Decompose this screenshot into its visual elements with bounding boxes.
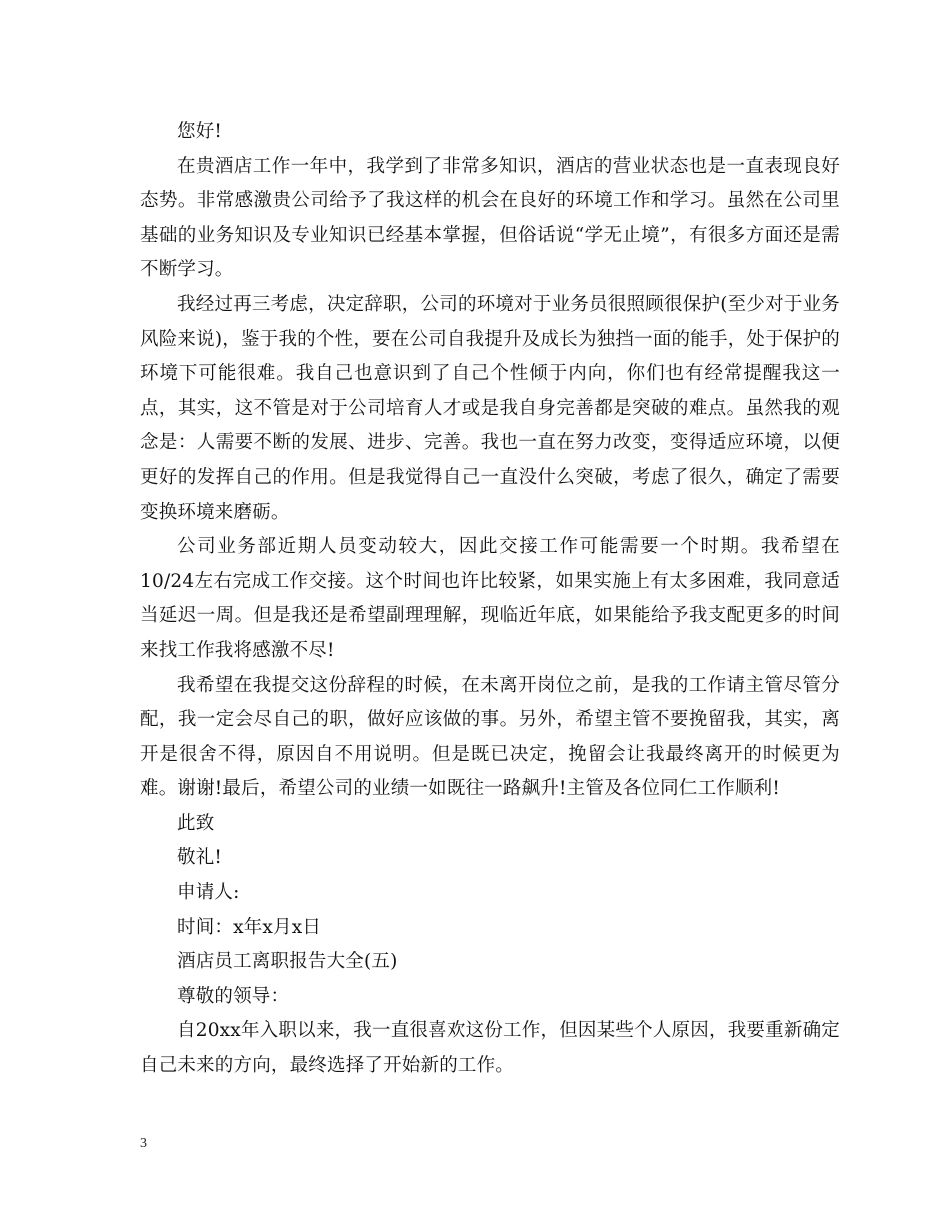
section-heading: 酒店员工离职报告大全(五) (177, 951, 398, 973)
paragraph-reason: 我经过再三考虑，决定辞职，公司的环境对于业务员很照顾很保护(至少对于业务风险来说)，鉴于我的个性，要在公司自我提升及成长为独挡一面的能手，处于保护的环境下可能很难。我自己也意识到了自己个性倾于内向，你们也有经常提醒我这一点，其实，这不管是对于公司培育人才或是我自身完善都是突破的难点。虽然我的观念是：人需要不断的发展、进步、完善。我也一直在努力改变，变得适应环境，以便更好的发挥自己的作用。但是我觉得自己一直没什么突破，考虑了很久，确定了需要变换环境来磨砺。 (140, 293, 840, 523)
paragraph-handover: 公司业务部近期人员变动较大，因此交接工作可能需要一个时期。我希望在10/24左右完成工作交接。这个时间也许比较紧，如果实施上有太多困难，我同意适当延迟一周。但是我还是希望副理理解，现临近年底，如果能给予我支配更多的时间来找工作我将感激不尽! (140, 536, 840, 661)
applicant-line: 申请人: (177, 882, 240, 904)
date-line: 时间：x年x月x日 (177, 916, 322, 938)
page-number: 3 (140, 1136, 147, 1151)
paragraph-closing: 我希望在我提交这份辞程的时候，在未离开岗位之前，是我的工作请主管尽管分配，我一定会尽自己的职，做好应该做的事。另外，希望主管不要挽留我，其实，离开是很舍不得，原因自不用说明。但是既已决定，挽留会让我最终离开的时候更为难。谢谢!最后，希望公司的业绩一如既往一路飙升!主管及各位同仁工作顺利! (140, 674, 840, 800)
paragraph-new-letter: 自20xx年入职以来，我一直很喜欢这份工作，但因某些个人原因，我要重新确定自己未来的方向，最终选择了开始新的工作。 (140, 1020, 840, 1077)
addressee-line: 尊敬的领导： (177, 985, 290, 1007)
greeting: 您好! (177, 121, 223, 142)
letter-body (140, 115, 840, 1084)
salutation-jingli: 敬礼! (177, 847, 223, 869)
paragraph-intro: 在贵酒店工作一年中，我学到了非常多知识，酒店的营业状态也是一直表现良好态势。非常感激贵公司给予了我这样的机会在良好的环境工作和学习。虽然在公司里基础的业务知识及专业知识已经基本掌握，但俗话说“学无止境”，有很多方面还是需不断学习。 (140, 155, 840, 281)
salutation-cizhi: 此致 (177, 812, 215, 834)
